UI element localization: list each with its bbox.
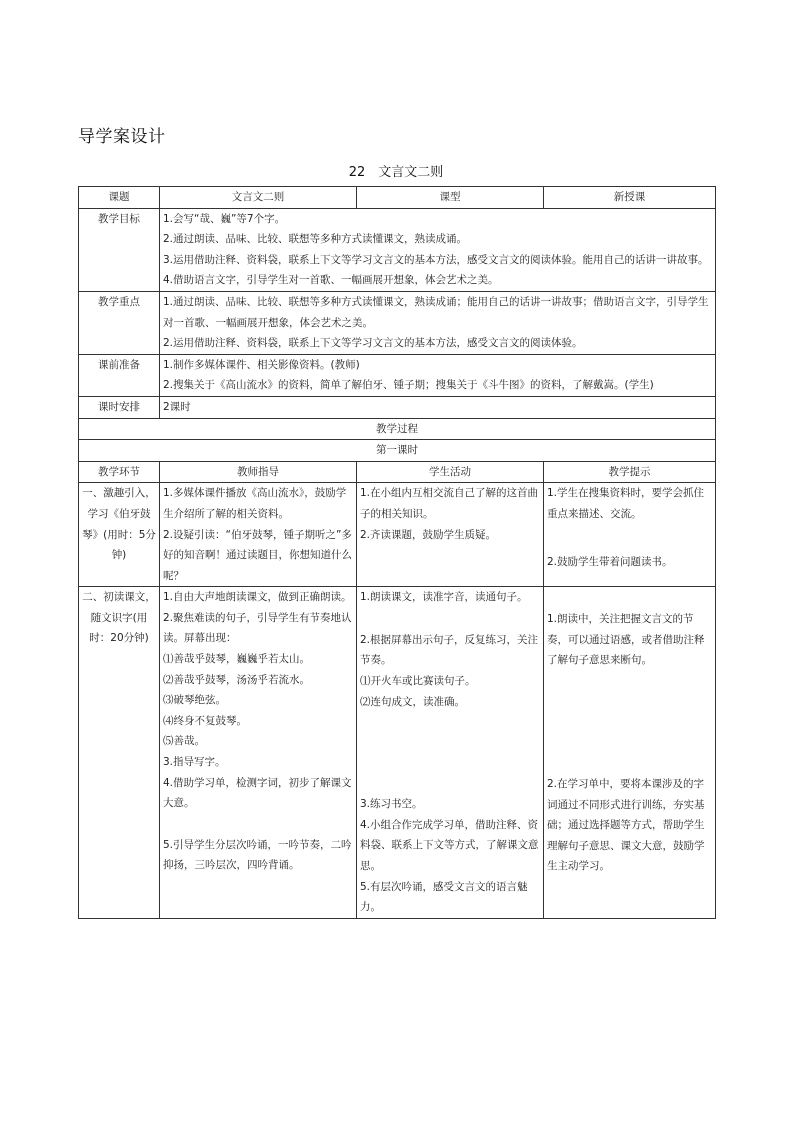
lesson-title: 22 文言文二则	[348, 165, 444, 180]
teacher-step: ⑵善哉乎鼓琴，汤汤乎若流水。	[163, 673, 310, 686]
stage1-name: 一、激趣引入，学习《伯牙鼓琴》(用时：5分钟)	[79, 483, 160, 587]
type-label: 课型	[357, 187, 544, 209]
teacher-step: 3.指导写字。	[163, 756, 226, 769]
teacher-step: ⑶破琴绝弦。	[163, 694, 226, 707]
teacher-step: 1.自由大声地朗读课文，做到正确朗读。	[163, 591, 352, 604]
table-row	[79, 440, 716, 462]
prep-content	[160, 354, 716, 396]
table-row	[79, 483, 716, 587]
hint-item: 2.在学习单中，要将本课涉及的字词通过不同形式进行训练，夯实基础；通过选择题等方式，帮助学生理解句子意思、课文大意，鼓励学生主动学习。	[547, 778, 705, 873]
stage2-teacher	[160, 587, 357, 919]
table-row	[79, 418, 716, 440]
prep-label: 课前准备	[79, 354, 160, 396]
prep-item: 2.搜集关于《高山流水》的资料，简单了解伯牙、锺子期；搜集关于《斗牛图》的资料，了解戴嵩。(学生)	[163, 379, 654, 392]
lesson-plan-table	[78, 186, 716, 919]
student-step: 5.有层次吟诵，感受文言文的语言魅力。	[360, 880, 528, 914]
hint-item: 1.朗读中，关注把握文言文的节奏，可以通过语感，或者借助注释了解句子意思来断句。	[547, 613, 705, 667]
table-row	[79, 187, 716, 209]
student-step: ⑴开火车或比赛读句子。	[360, 675, 476, 688]
table-row	[79, 396, 716, 418]
stage1-teacher	[160, 483, 357, 587]
stage2-student	[357, 587, 544, 919]
topic-value: 文言文二则	[160, 187, 357, 209]
teacher-step: 1.多媒体课件播放《高山流水》，鼓励学生介绍所了解的相关资料。	[163, 487, 347, 520]
schedule-value: 2课时	[160, 396, 716, 418]
student-step: 2.齐读课题，鼓励学生质疑。	[360, 528, 497, 541]
hint-item: 1.学生在搜集资料时，要学会抓住重点来描述、交流。	[547, 487, 705, 520]
goal-item: 1.会写“哉、巍”等7个字。	[163, 212, 286, 225]
document-title: 导学案设计	[78, 127, 166, 147]
teacher-step: ⑴善哉乎鼓琴，巍巍乎若太山。	[163, 653, 310, 666]
topic-label: 课题	[79, 187, 160, 209]
student-step: 4.小组合作完成学习单，借助注释、资料袋、联系上下文等方式，了解课文意思。	[360, 818, 539, 873]
prep-item: 1.制作多媒体课件、相关影像资料。(教师)	[163, 358, 360, 371]
teacher-step: ⑸善哉。	[163, 735, 205, 748]
table-row	[79, 354, 716, 396]
col-hint-header: 教学提示	[544, 461, 716, 483]
stage1-hint	[544, 483, 716, 587]
stage1-student	[357, 483, 544, 587]
focus-item: 1.通过朗读、品味、比较、联想等多种方式读懂课文，熟读成诵；能用自己的话讲一讲故事；借助语言文字，引导学生对一首歌、一幅画展开想象，体会艺术之美。	[163, 295, 709, 329]
table-row	[79, 208, 716, 291]
schedule-label: 课时安排	[79, 396, 160, 418]
focus-label: 教学重点	[79, 291, 160, 354]
goal-item: 4.借助语言文字，引导学生对一首歌、一幅画展开想象，体会艺术之美。	[163, 274, 499, 287]
teacher-step: 4.借助学习单，检测字词，初步了解课文大意。	[163, 776, 352, 810]
goals-label: 教学目标	[79, 208, 160, 291]
period-heading: 第一课时	[79, 440, 716, 462]
col-student-header: 学生活动	[357, 461, 544, 483]
type-value: 新授课	[544, 187, 716, 209]
process-heading: 教学过程	[79, 418, 716, 440]
teacher-step: 2.聚焦难读的句子，引导学生有节奏地认读。屏幕出现：	[163, 611, 352, 645]
col-stage-header: 教学环节	[79, 461, 160, 483]
goal-item: 2.通过朗读、品味、比较、联想等多种方式读懂课文，熟读成诵。	[163, 233, 468, 246]
teacher-step: 5.引导学生分层次吟诵，一吟节奏，二吟抑扬，三吟层次，四吟背诵。	[163, 838, 352, 872]
teacher-step: 2.设疑引读：“伯牙鼓琴，锺子期听之”多好的知音啊！通过读题目，你想知道什么呢？	[163, 528, 352, 582]
hint-item: 2.鼓励学生带着问题读书。	[547, 555, 673, 568]
table-row	[79, 587, 716, 919]
goal-item: 3.运用借助注释、资料袋，联系上下文等学习文言文的基本方法，感受文言文的阅读体验。能用自己的话讲一讲故事。	[163, 253, 709, 266]
student-step: 3.练习书空。	[360, 798, 423, 811]
student-step: 1.在小组内互相交流自己了解的这首曲子的相关知识。	[360, 487, 539, 520]
table-row	[79, 291, 716, 354]
goals-content	[160, 208, 716, 291]
student-step: 1.朗读课文，读准字音，读通句子。	[360, 591, 528, 604]
student-step: ⑵连句成文，读准确。	[360, 695, 465, 708]
focus-item: 2.运用借助注释、资料袋，联系上下文等学习文言文的基本方法，感受文言文的阅读体验。	[163, 337, 583, 350]
teacher-step: ⑷终身不复鼓琴。	[163, 714, 247, 727]
table-row	[79, 461, 716, 483]
student-step: 2.根据屏幕出示句子，反复练习，关注节奏。	[360, 633, 539, 667]
col-teacher-header: 教师指导	[160, 461, 357, 483]
stage2-hint	[544, 587, 716, 919]
stage2-name: 二、初读课文，随文识字(用时：20分钟)	[79, 587, 160, 919]
focus-content	[160, 291, 716, 354]
